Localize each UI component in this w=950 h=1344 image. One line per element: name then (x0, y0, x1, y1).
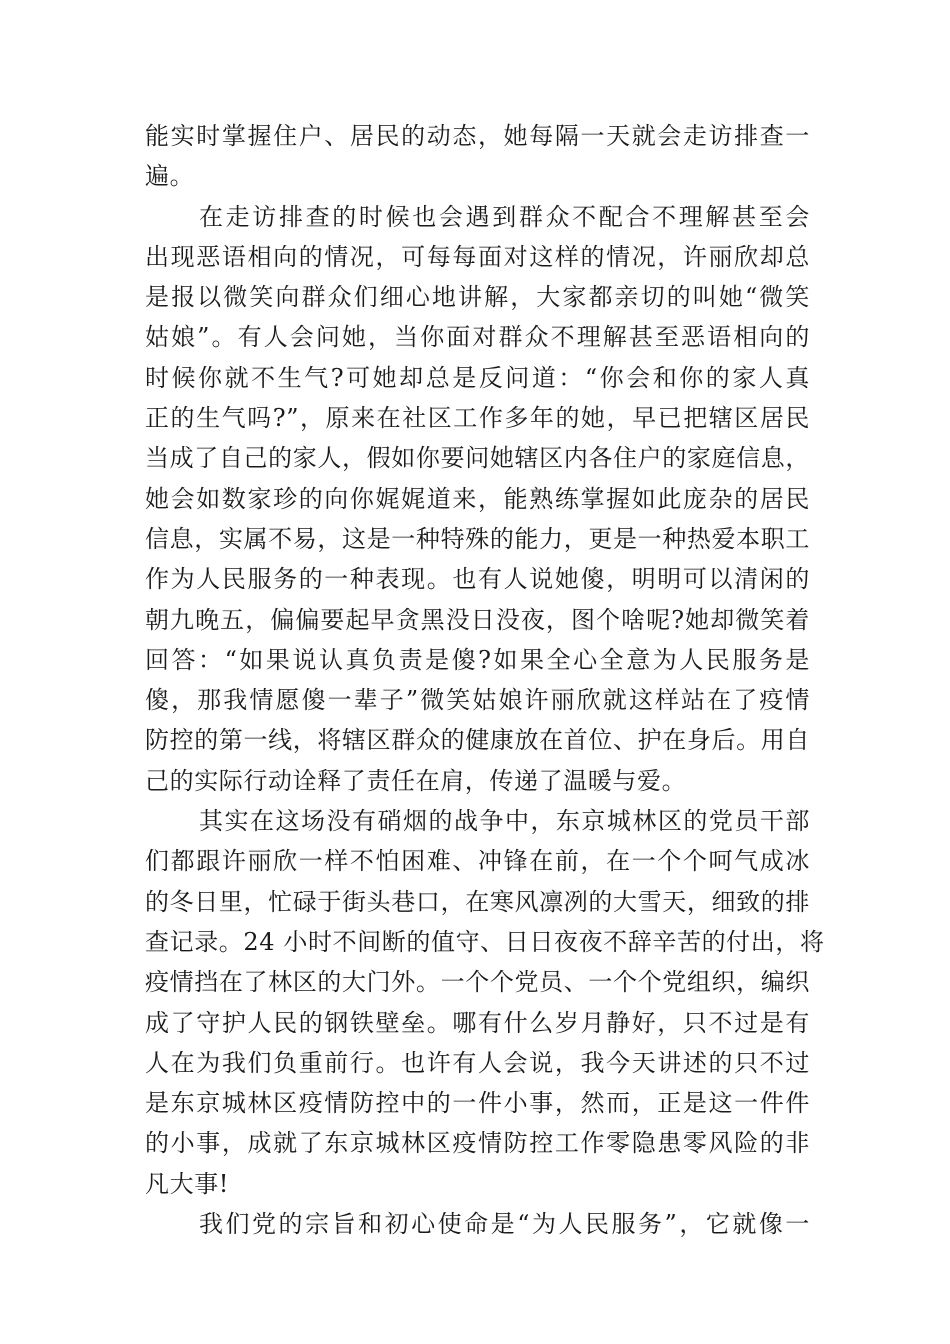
text-line: 是报以微笑向群众们细心地讲解，大家都亲切的叫她“微笑 (145, 283, 810, 312)
text-line: 回答：“如果说认真负责是傻?如果全心全意为人民服务是 (145, 645, 810, 674)
text-line: 信息，实属不易，这是一种特殊的能力，更是一种热爱本职工 (145, 524, 810, 553)
text-line: 作为人民服务的一种表现。也有人说她傻，明明可以清闲的 (145, 565, 810, 594)
paragraph-1 (145, 116, 810, 197)
text-line: 的冬日里，忙碌于街头巷口，在寒风凛冽的大雪天，细致的排 (145, 887, 810, 916)
text-line: 当成了自己的家人，假如你要问她辖区内各住户的家庭信息， (145, 444, 810, 473)
document-page (145, 116, 825, 1244)
text-line: 己的实际行动诠释了责任在肩，传递了温暖与爱。 (145, 766, 687, 795)
text-line: 疫情挡在了林区的大门外。一个个党员、一个个党组织，编织 (145, 968, 810, 997)
text-line: 姑娘”。有人会问她，当你面对群众不理解甚至恶语相向的 (145, 323, 810, 352)
paragraph-3 (145, 801, 825, 1204)
paragraph-4 (145, 1204, 810, 1244)
text-line: 能实时掌握住户、居民的动态，她每隔一天就会走访排查一 (145, 122, 810, 150)
text-line: 时候你就不生气?可她却总是反问道：“你会和你的家人真 (145, 363, 810, 392)
text-line: 的小事，成就了东京城林区疫情防控工作零隐患零风险的非 (145, 1129, 810, 1158)
text-line: 成了守护人民的钢铁壁垒。哪有什么岁月静好，只不过是有 (145, 1008, 810, 1037)
text-line: 其实在这场没有硝烟的战争中，东京城林区的党员干部 (199, 807, 810, 836)
text-line: 出现恶语相向的情况，可每每面对这样的情况，许丽欣却总 (145, 242, 810, 271)
text-line: 傻，那我情愿傻一辈子”微笑姑娘许丽欣就这样站在了疫情 (145, 686, 810, 715)
text-line: 遍。 (145, 162, 195, 191)
text-line: 查记录。24 小时不间断的值守、日日夜夜不辞辛苦的付出，将 (145, 927, 825, 956)
text-line: 防控的第一线，将辖区群众的健康放在首位、护在身后。用自 (145, 726, 810, 755)
text-line: 是东京城林区疫情防控中的一件小事，然而，正是这一件件 (145, 1089, 810, 1118)
text-line: 她会如数家珍的向你娓娓道来，能熟练掌握如此庞杂的居民 (145, 484, 810, 513)
text-line: 我们党的宗旨和初心使命是“为人民服务”，它就像一 (199, 1210, 810, 1239)
paragraph-2 (145, 197, 810, 801)
text-line: 人在为我们负重前行。也许有人会说，我今天讲述的只不过 (145, 1048, 810, 1077)
text-line: 正的生气吗?”，原来在社区工作多年的她，早已把辖区居民 (145, 404, 810, 433)
text-line: 在走访排查的时候也会遇到群众不配合不理解甚至会 (199, 202, 810, 231)
text-line: 凡大事! (145, 1169, 230, 1198)
text-line: 朝九晚五，偏偏要起早贪黑没日没夜，图个啥呢?她却微笑着 (145, 605, 810, 634)
text-line: 们都跟许丽欣一样不怕困难、冲锋在前，在一个个呵气成冰 (145, 847, 810, 876)
